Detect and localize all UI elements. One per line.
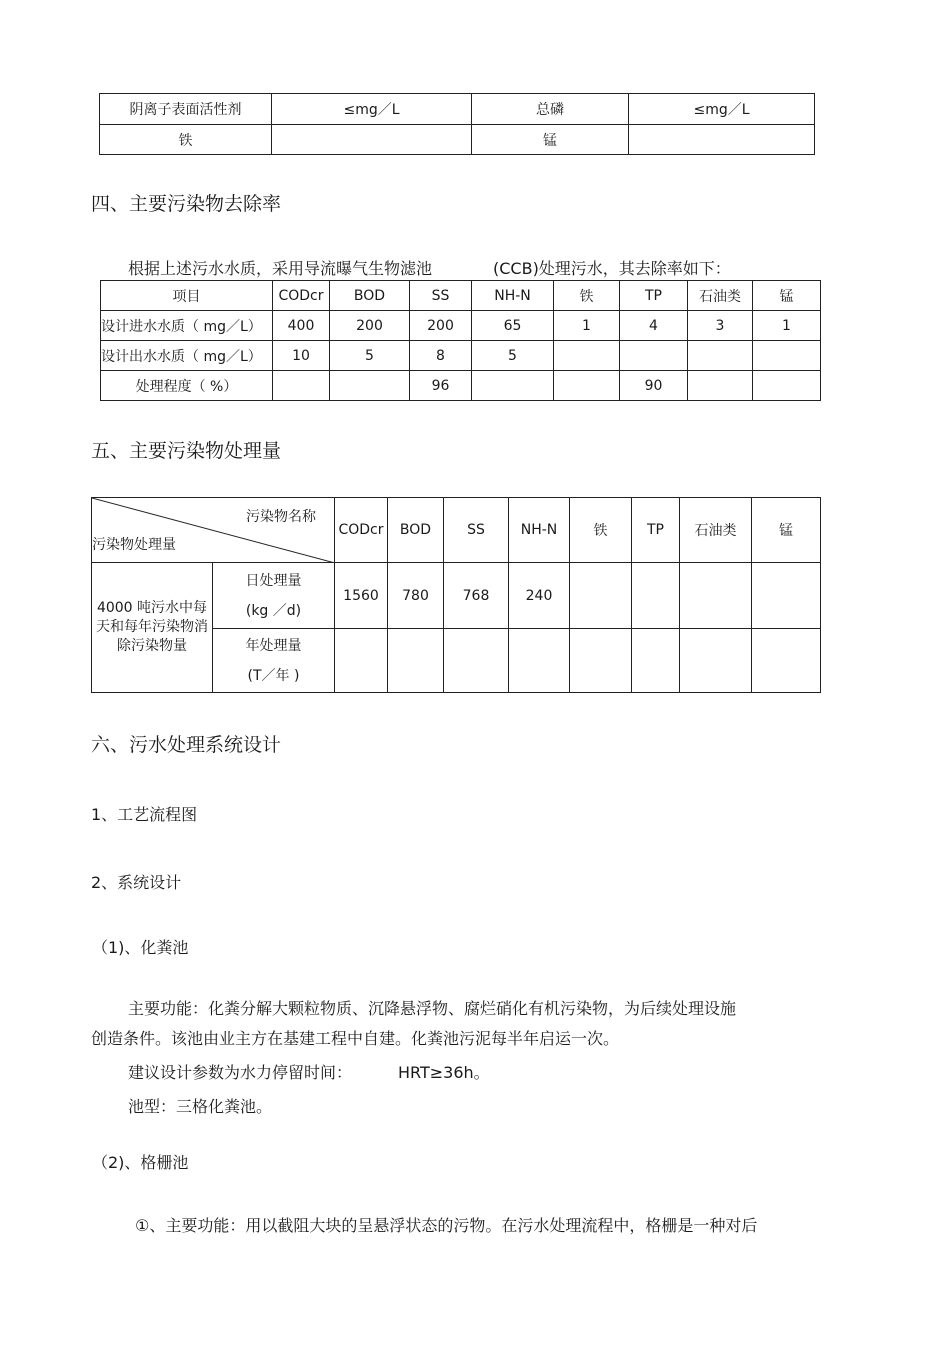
table-cell — [753, 371, 821, 401]
table-cell — [753, 341, 821, 371]
removal-rate-table — [100, 280, 821, 401]
header-cell: TP — [632, 498, 680, 563]
table-cell — [570, 563, 632, 629]
table-cell: 8 — [410, 341, 472, 371]
corner-header — [92, 498, 335, 563]
header-cell: SS — [444, 498, 509, 563]
header-cell: TP — [620, 281, 688, 311]
table-cell — [688, 341, 753, 371]
pool-type: 池型：三格化粪池。 — [128, 1097, 273, 1116]
table-cell: 400 — [273, 311, 330, 341]
row-label: 设计进水水质（ mg／L） — [101, 311, 273, 341]
header-cell: CODcr — [335, 498, 388, 563]
paragraph-line: ①、主要功能：用以截阻大块的呈悬浮状态的污物。在污水处理流程中，格栅是一种对后 — [135, 1216, 758, 1235]
header-cell: 铁 — [570, 498, 632, 563]
table-cell — [629, 125, 815, 155]
header-cell: NH-N — [472, 281, 554, 311]
table-cell: 4 — [620, 311, 688, 341]
table-cell — [330, 371, 410, 401]
table-cell: 240 — [509, 563, 570, 629]
subsection-2-heading: 2、系统设计 — [91, 873, 182, 892]
table-cell: 阴离子表面活性剂 — [100, 94, 272, 125]
header-cell: 锰 — [753, 281, 821, 311]
row-label: 设计出水水质（ mg／L） — [101, 341, 273, 371]
group-label: 4000 吨污水中每天和每年污染物消除污染物量 — [92, 563, 213, 693]
table-cell: 3 — [688, 311, 753, 341]
table-cell: 总磷 — [472, 94, 629, 125]
row-label-line-2: (kg ／d) — [245, 602, 302, 619]
header-cell: SS — [410, 281, 472, 311]
section-4-intro-b: (CCB)处理污水，其去除率如下： — [493, 259, 731, 278]
table-cell — [752, 563, 821, 629]
section-4-intro-a: 根据上述污水水质，采用导流曝气生物滤池 — [128, 259, 433, 278]
header-cell: 锰 — [752, 498, 821, 563]
table-cell — [444, 629, 509, 693]
table-cell: ≤mg／L — [272, 94, 472, 125]
design-param-value: HRT≥36h。 — [398, 1063, 490, 1082]
header-cell: 石油类 — [680, 498, 752, 563]
table-cell: 200 — [410, 311, 472, 341]
table-cell: ≤mg／L — [629, 94, 815, 125]
row-label: 处理程度（ %） — [101, 371, 273, 401]
treatment-amount-table — [91, 497, 821, 693]
paragraph-line: 创造条件。该池由业主方在基建工程中自建。化粪池污泥每半年启运一次。 — [91, 1029, 620, 1048]
item-1-heading: （1)、化粪池 — [92, 938, 189, 957]
table-cell — [554, 371, 620, 401]
header-cell: 项目 — [101, 281, 273, 311]
table-cell: 铁 — [100, 125, 272, 155]
row-label — [213, 563, 335, 629]
table-cell: 5 — [330, 341, 410, 371]
table-cell: 200 — [330, 311, 410, 341]
section-6-heading: 六、污水处理系统设计 — [91, 734, 282, 756]
header-cell: 石油类 — [688, 281, 753, 311]
table-cell: 5 — [472, 341, 554, 371]
section-5-heading: 五、主要污染物处理量 — [91, 440, 282, 462]
item-2-heading: （2)、格栅池 — [92, 1153, 189, 1172]
design-param-label: 建议设计参数为水力停留时间： — [128, 1063, 353, 1082]
table-cell — [688, 371, 753, 401]
table-cell: 1 — [554, 311, 620, 341]
header-cell: BOD — [330, 281, 410, 311]
table-cell: 1560 — [335, 563, 388, 629]
header-cell: NH-N — [509, 498, 570, 563]
row-label-line-2: (T／年 ) — [247, 667, 300, 684]
table-cell — [632, 563, 680, 629]
table-cell — [680, 629, 752, 693]
paragraph-line: 主要功能：化粪分解大颗粒物质、沉降悬浮物、腐烂硝化有机污染物，为后续处理设施 — [128, 999, 737, 1018]
table-cell — [554, 341, 620, 371]
table-cell: 780 — [388, 563, 444, 629]
subsection-1-heading: 1、工艺流程图 — [91, 805, 198, 824]
row-label — [213, 629, 335, 693]
row-label-line-1: 年处理量 — [245, 637, 302, 654]
corner-top-label: 污染物名称 — [246, 509, 316, 525]
section-4-heading: 四、主要污染物去除率 — [91, 193, 282, 215]
table-cell — [388, 629, 444, 693]
table-cell — [752, 629, 821, 693]
table-cell — [509, 629, 570, 693]
table-cell: 768 — [444, 563, 509, 629]
table-cell: 锰 — [472, 125, 629, 155]
table-cell: 90 — [620, 371, 688, 401]
table-cell: 96 — [410, 371, 472, 401]
table-cell — [472, 371, 554, 401]
header-cell: CODcr — [273, 281, 330, 311]
row-label-line-1: 日处理量 — [245, 572, 302, 589]
table-cell: 1 — [753, 311, 821, 341]
table-cell — [272, 125, 472, 155]
table-cell — [632, 629, 680, 693]
table-cell — [273, 371, 330, 401]
table-cell — [335, 629, 388, 693]
header-cell: BOD — [388, 498, 444, 563]
table-cell — [570, 629, 632, 693]
table-cell: 10 — [273, 341, 330, 371]
header-cell: 铁 — [554, 281, 620, 311]
table-cell: 65 — [472, 311, 554, 341]
corner-bottom-label: 污染物处理量 — [92, 537, 176, 553]
pollutant-limits-table — [99, 93, 815, 155]
table-cell — [620, 341, 688, 371]
table-cell — [680, 563, 752, 629]
